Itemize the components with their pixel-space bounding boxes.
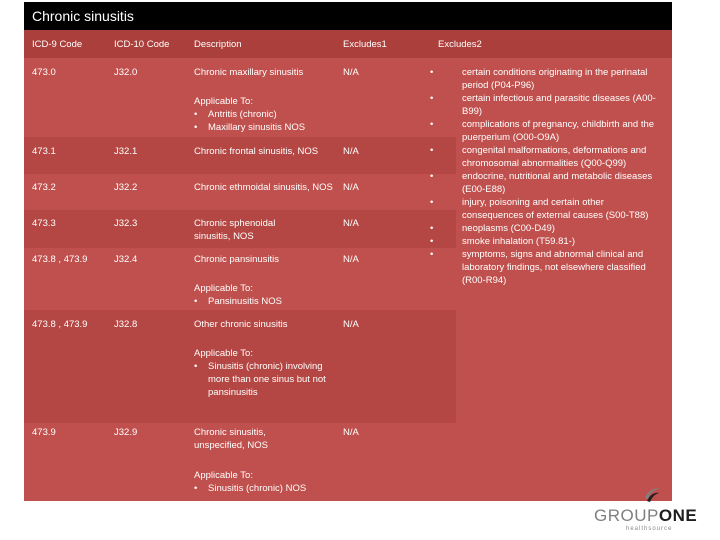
bullet: • [430,197,434,208]
logo-tagline: healthsource [626,526,673,532]
applicable-label: Applicable To: [194,96,253,107]
row6-excludes1: N/A [343,319,359,330]
applicable-label: Applicable To: [194,283,253,294]
logo-word-one: ONE [658,506,698,525]
applicable-item: • Sinusitis (chronic) involving more than one sinus but not pansinusitis [194,360,334,399]
row3-description: Chronic ethmoidal sinusitis, NOS [194,182,333,193]
row3-excludes1: N/A [343,182,359,193]
excludes2-text: symptoms, signs and abnormal clinical and laboratory findings, not elsewhere classified (R00-R94) [462,249,646,286]
bullet: • [430,236,434,247]
row5-applicable [194,282,344,308]
row7-applicable [194,469,344,495]
bullet: • [430,223,434,234]
applicable-label: Applicable To: [194,470,253,481]
excludes2-text: complications of pregnancy, childbirth and the puerperium (O00-O9A) [462,119,655,143]
row7-icd9: 473.9 [32,427,56,438]
excludes2-item [430,248,662,287]
row7-description: Chronic sinusitis, unspecified, NOS [194,427,268,451]
row2-icd10: J32.1 [114,146,138,157]
row4-excludes1: N/A [343,218,359,229]
header-icd9: ICD-9 Code [32,39,83,50]
logo-wordmark [594,506,697,526]
row4-description: Chronic sphenoidal sinusitis, NOS [194,218,276,242]
header-excludes1: Excludes1 [343,39,387,50]
row1-icd9: 473.0 [32,67,56,78]
row6-applicable [194,347,334,399]
row1-icd10: J32.0 [114,67,138,78]
excludes2-text: endocrine, nutritional and metabolic diseases (E00-E88) [462,171,653,195]
applicable-item: • Sinusitis (chronic) NOS [194,482,344,495]
bullet: • [430,171,434,182]
bullet: • [430,249,434,260]
excludes2-item [430,196,662,222]
logo-word-group: GROUP [594,506,659,525]
row6-icd9: 473.8 , 473.9 [32,319,88,330]
row5-excludes1: N/A [343,254,359,265]
row2-icd9: 473.1 [32,146,56,157]
codes-table [24,30,672,501]
applicable-item: • Maxillary sinusitis NOS [194,121,344,134]
bullet: • [430,67,434,78]
excludes2-text: smoke inhalation (T59.81-) [462,236,575,247]
row5-description: Chronic pansinusitis [194,254,280,265]
row6-description: Other chronic sinusitis [194,319,288,330]
excludes2-item [430,92,662,118]
header-icd10: ICD-10 Code [114,39,170,50]
header-description: Description [194,39,242,50]
excludes2-item [430,66,662,92]
groupone-logo [594,482,706,534]
row2-description: Chronic frontal sinusitis, NOS [194,146,319,157]
row2-excludes1: N/A [343,146,359,157]
row1-description: Chronic maxillary sinusitis [194,67,304,78]
excludes2-item [430,118,662,144]
applicable-item: • Antritis (chronic) [194,108,344,121]
excludes2-text: congenital malformations, deformations and chromosomal abnormalities (Q00-Q99) [462,145,647,169]
row5-icd10: J32.4 [114,254,138,265]
excludes2-item [430,235,662,248]
row5-icd9: 473.8 , 473.9 [32,254,88,265]
header-excludes2: Excludes2 [438,39,482,50]
excludes2-list [430,66,662,287]
excludes2-text: certain infectious and parasitic diseases (A00-B99) [462,93,656,117]
bullet: • [430,93,434,104]
excludes2-item [430,170,662,196]
row1-applicable [194,95,344,134]
excludes2-text: neoplasms (C00-D49) [462,223,555,234]
applicable-item: • Pansinusitis NOS [194,295,344,308]
slide-title: Chronic sinusitis [24,2,672,30]
row7-icd10: J32.9 [114,427,138,438]
row1-excludes1: N/A [343,67,359,78]
excludes2-text: injury, poisoning and certain other consequences of external causes (S00-T88) [462,197,649,221]
bullet: • [430,145,434,156]
row4-icd10: J32.3 [114,218,138,229]
bullet: • [430,119,434,130]
row3-icd10: J32.2 [114,182,138,193]
row6-icd10: J32.8 [114,319,138,330]
excludes2-item [430,144,662,170]
excludes2-item [430,222,662,235]
swoosh-logo-icon [642,484,662,504]
row3-icd9: 473.2 [32,182,56,193]
excludes2-text: certain conditions originating in the perinatal period (P04-P96) [462,67,648,91]
row7-excludes1: N/A [343,427,359,438]
applicable-label: Applicable To: [194,348,253,359]
row4-icd9: 473.3 [32,218,56,229]
